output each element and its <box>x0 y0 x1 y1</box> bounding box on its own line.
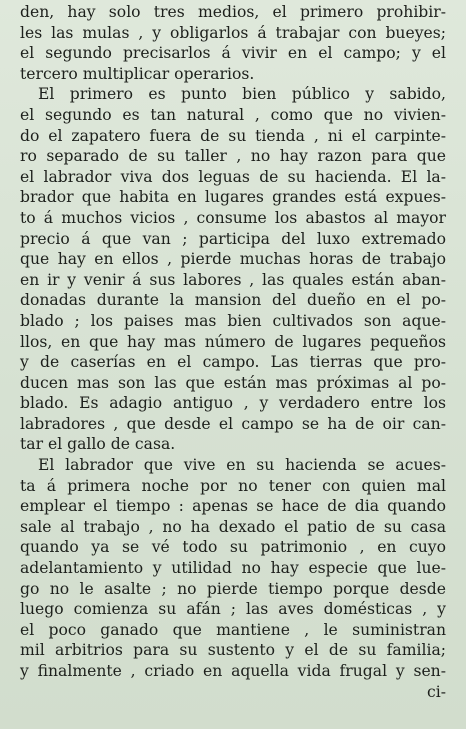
page-text <box>20 2 446 702</box>
text-line: el labrador viva dos leguas de su hacienda. El la- <box>20 167 446 186</box>
text-line: El primero es punto bien público y sabido, <box>38 85 446 104</box>
paragraph-2 <box>20 84 446 455</box>
text-line: ta á primera noche por no tener con quien mal <box>20 476 446 495</box>
text-line: el segundo es tan natural , como que no vivien- <box>20 105 446 124</box>
text-line: brador que habita en lugares grandes está expues- <box>20 188 446 207</box>
text-line: go no le asalte ; no pierde tiempo porque desde <box>20 579 446 598</box>
text-line: El labrador que vive en su hacienda se acues- <box>38 456 446 475</box>
text-line: emplear el tiempo : apenas se hace de dia quando <box>20 497 446 516</box>
catchword: ci- <box>427 682 446 701</box>
paragraph-1 <box>20 2 446 84</box>
text-line: adelantamiento y utilidad no hay especie que lue- <box>20 559 446 578</box>
text-line: y finalmente , criado en aquella vida frugal y sen- <box>20 662 446 680</box>
text-line: ro separado de su taller , no hay razon para que <box>20 147 446 166</box>
text-line: to á muchos vicios , consume los abastos al mayor <box>20 208 446 227</box>
text-line: en ir y venir á sus labores , las quales están aban- <box>20 270 446 289</box>
text-line: el poco ganado que mantiene , le suministran <box>20 620 446 639</box>
text-line: llos, en que hay mas número de lugares pequeños <box>20 332 446 351</box>
text-line: labradores , que desde el campo se ha de oir can- <box>20 414 446 433</box>
text-line: que hay en ellos , pierde muchas horas de trabajo <box>20 250 446 269</box>
text-line: quando ya se vé todo su patrimonio , en cuyo <box>20 538 446 557</box>
text-line: ducen mas son las que están mas próximas al po- <box>20 373 446 392</box>
text-line: el segundo precisarlos á vivir en el campo; y el <box>20 44 446 63</box>
text-line: blado ; los paises mas bien cultivados son aque- <box>20 311 446 330</box>
paragraph-3 <box>20 455 446 702</box>
text-line: sale al trabajo , no ha dexado el patio de su casa <box>20 517 446 536</box>
text-line: den, hay solo tres medios, el primero prohibir- <box>20 3 446 21</box>
text-line: les las mulas , y obligarlos á trabajar con bueyes; <box>20 23 446 42</box>
text-line: donadas durante la mansion del dueño en el po- <box>20 291 446 310</box>
text-line: y de caserías en el campo. Las tierras que pro- <box>20 353 446 372</box>
text-line: blado. Es adagio antiguo , y verdadero entre los <box>20 394 446 413</box>
text-line: tercero multiplicar operarios. <box>20 64 255 83</box>
text-line: precio á que van ; participa del luxo extremado <box>20 229 446 248</box>
text-line: tar el gallo de casa. <box>20 435 176 454</box>
text-line: mil arbitrios para su sustento y el de su familia; <box>20 641 446 660</box>
text-line: do el zapatero fuera de su tienda , ni el carpinte- <box>20 126 446 145</box>
text-line: luego comienza su afán ; las aves domésticas , y <box>20 600 446 619</box>
